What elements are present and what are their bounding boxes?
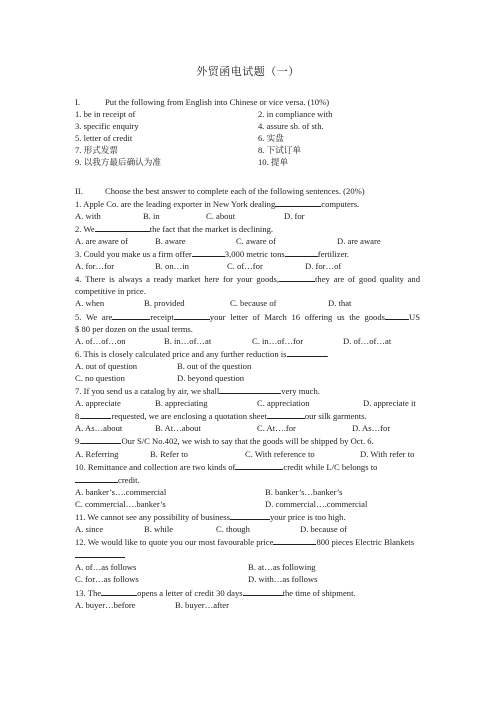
question-8: 8. requested, we are enclosing a quotation sheet our silk garments. (75, 411, 367, 422)
term-row (75, 108, 420, 120)
term-item: 6. 实盘 (258, 133, 284, 144)
section-1-heading (75, 96, 420, 108)
options-row (75, 372, 420, 384)
option: B. in (143, 210, 160, 221)
option: C. though (216, 524, 250, 535)
option: B. Refer to (150, 448, 188, 459)
options-row (75, 498, 420, 510)
term-row (75, 156, 420, 168)
option: A. of…as follows (75, 562, 137, 573)
option: A. buyer…before (75, 599, 136, 610)
option: D. for (284, 210, 305, 221)
option: B. banker’s…banker’s (265, 486, 343, 497)
options-row (75, 297, 420, 309)
question-13: 13. The opens a letter of credit 30 days the time of shipment. (75, 587, 356, 598)
option: D. appreciate it (363, 398, 416, 409)
question-9: 9. Our S/C No.402, we wish to say that the goods will be shipped by Oct. 6. (75, 436, 374, 447)
answer-blank[interactable] (273, 535, 316, 545)
option: A. are aware of (75, 235, 128, 246)
options-row (75, 561, 420, 573)
question-12: 12. We would like to quote you our most favourable price 800 pieces Electric Blankets (75, 537, 415, 548)
options-row (75, 360, 420, 372)
options-row (75, 335, 420, 347)
option: A. with (75, 210, 101, 221)
answer-blank[interactable] (81, 409, 111, 419)
term-row (75, 144, 420, 156)
option: B. while (144, 524, 174, 535)
answer-blank[interactable] (95, 222, 150, 232)
answer-blank[interactable] (112, 310, 150, 320)
term-item: 3. specific enquiry (75, 121, 139, 132)
answer-blank[interactable] (75, 473, 118, 483)
question-10: 10. Remittance and collection are two kinds of credit while L/C belongs to (75, 461, 378, 472)
options-row (75, 260, 420, 272)
option: C. commercial….banker’s (75, 498, 166, 509)
answer-blank[interactable] (101, 586, 137, 596)
option: C. At….for (257, 423, 296, 434)
answer-blank[interactable] (81, 434, 121, 444)
options-row (75, 448, 420, 460)
answer-blank[interactable] (219, 384, 281, 394)
option: A. for…for (75, 261, 115, 272)
section-2-number: II. (75, 185, 83, 196)
option: C. appreciation (257, 398, 310, 409)
option: D. for…of (305, 261, 342, 272)
option: C. of…for (227, 261, 263, 272)
question-1: 1. Apple Co. are the leading exporter in New York dealing computers. (75, 198, 360, 209)
term-item: 7. 形式发票 (75, 145, 118, 156)
option: A. Referring (75, 448, 119, 459)
answer-blank[interactable] (174, 310, 210, 320)
answer-blank[interactable] (243, 586, 283, 596)
option: A. As…about (75, 423, 123, 434)
options-row (75, 210, 420, 222)
option: B. aware (155, 235, 186, 246)
page-title: 外贸函电试题（一） (196, 66, 300, 78)
term-item: 4. assure sb. of sth. (258, 121, 324, 132)
option: B. buyer…after (175, 599, 229, 610)
section-1-number: I. (75, 97, 81, 107)
option: C. in…of…for (252, 335, 304, 346)
question-3: 3. Could you make us a firm offer 3,000 metric tons fertilizer. (75, 249, 349, 260)
term-item: 8. 下试订单 (258, 145, 301, 156)
term-item: 10. 提单 (258, 157, 289, 168)
exam-content (75, 96, 420, 611)
option: A. since (75, 524, 104, 535)
answer-blank[interactable] (287, 347, 327, 357)
option: C. With reference to (245, 448, 315, 459)
option: D. because of (300, 524, 348, 535)
options-row (75, 397, 420, 409)
section-2-instruction: Choose the best answer to complete each of the following sentences. (20%) (105, 185, 365, 196)
options-row (75, 235, 420, 247)
term-item: 5. letter of credit (75, 133, 133, 144)
answer-blank[interactable] (385, 310, 409, 320)
option: D. With refer to (360, 448, 415, 459)
term-item: 1. be in receipt of (75, 109, 136, 120)
options-row (75, 422, 420, 434)
option: A. banker’s….commercial (75, 486, 167, 497)
option: D. of…of…at (343, 335, 392, 346)
term-item: 2. in compliance with (258, 109, 333, 120)
option: B. At…about (155, 423, 201, 434)
answer-blank[interactable] (275, 197, 321, 207)
answer-blank[interactable] (285, 247, 318, 257)
question-5-continued: $ 80 per dozen on the usual terms. (75, 323, 193, 334)
term-item: 9. 以我方最后确认为准 (75, 157, 161, 168)
answer-blank[interactable] (75, 548, 125, 558)
section-2-heading (75, 185, 420, 197)
answer-blank[interactable] (230, 510, 270, 520)
question-5: 5. We are receipt your letter of March 16 offering us the goods US (75, 311, 420, 322)
options-row (75, 573, 420, 585)
term-row (75, 132, 420, 144)
option: B. in…of…at (164, 335, 212, 346)
option: D. that (328, 298, 352, 309)
question-11: 11. We cannot see any possibility of business your price is too high. (75, 512, 346, 522)
option: D. are aware (337, 235, 381, 246)
option: C. aware of (236, 235, 276, 246)
option: A. out of question (75, 360, 138, 371)
option: B. on…in (155, 261, 189, 272)
option: D. As…for (352, 423, 391, 434)
options-row (75, 523, 420, 535)
answer-blank[interactable] (267, 409, 305, 419)
option: C. about (206, 210, 236, 221)
options-row (75, 599, 420, 611)
option: C. because of (230, 298, 277, 309)
question-4: 4. There is always a ready market here for your goods, they are of good quality and (75, 274, 420, 285)
option: C. for…as follows (75, 574, 139, 585)
question-12-continued (75, 548, 420, 561)
question-10-continued: credit. (75, 473, 420, 486)
option: D. beyond question (177, 372, 245, 383)
option: D. commercial….commercial (265, 498, 368, 509)
answer-blank[interactable] (279, 272, 315, 282)
option: B. provided (144, 298, 185, 309)
question-6: 6. This is closely calculated price and any further reduction is . (75, 348, 329, 359)
answer-blank[interactable] (192, 247, 225, 257)
option: A. when (75, 298, 105, 309)
question-4-continued: competitive in price. (75, 286, 146, 297)
option: A. of…of…on (75, 335, 126, 346)
option: A. appreciate (75, 398, 121, 409)
question-7: 7. If you send us a catalog by air, we shall very much. (75, 386, 320, 397)
term-row (75, 120, 420, 132)
question-2: 2. We the fact that the market is declining. (75, 223, 274, 234)
answer-blank[interactable] (235, 460, 283, 470)
option: B. out of the question (177, 360, 252, 371)
option: C. no question (75, 372, 125, 383)
option: B. at…as following (248, 562, 316, 573)
section-1-instruction: Put the following from English into Chinese or vice versa. (10%) (105, 97, 330, 107)
option: B. appreciating (155, 398, 208, 409)
options-row (75, 486, 420, 498)
option: D. with…as follows (248, 574, 318, 585)
